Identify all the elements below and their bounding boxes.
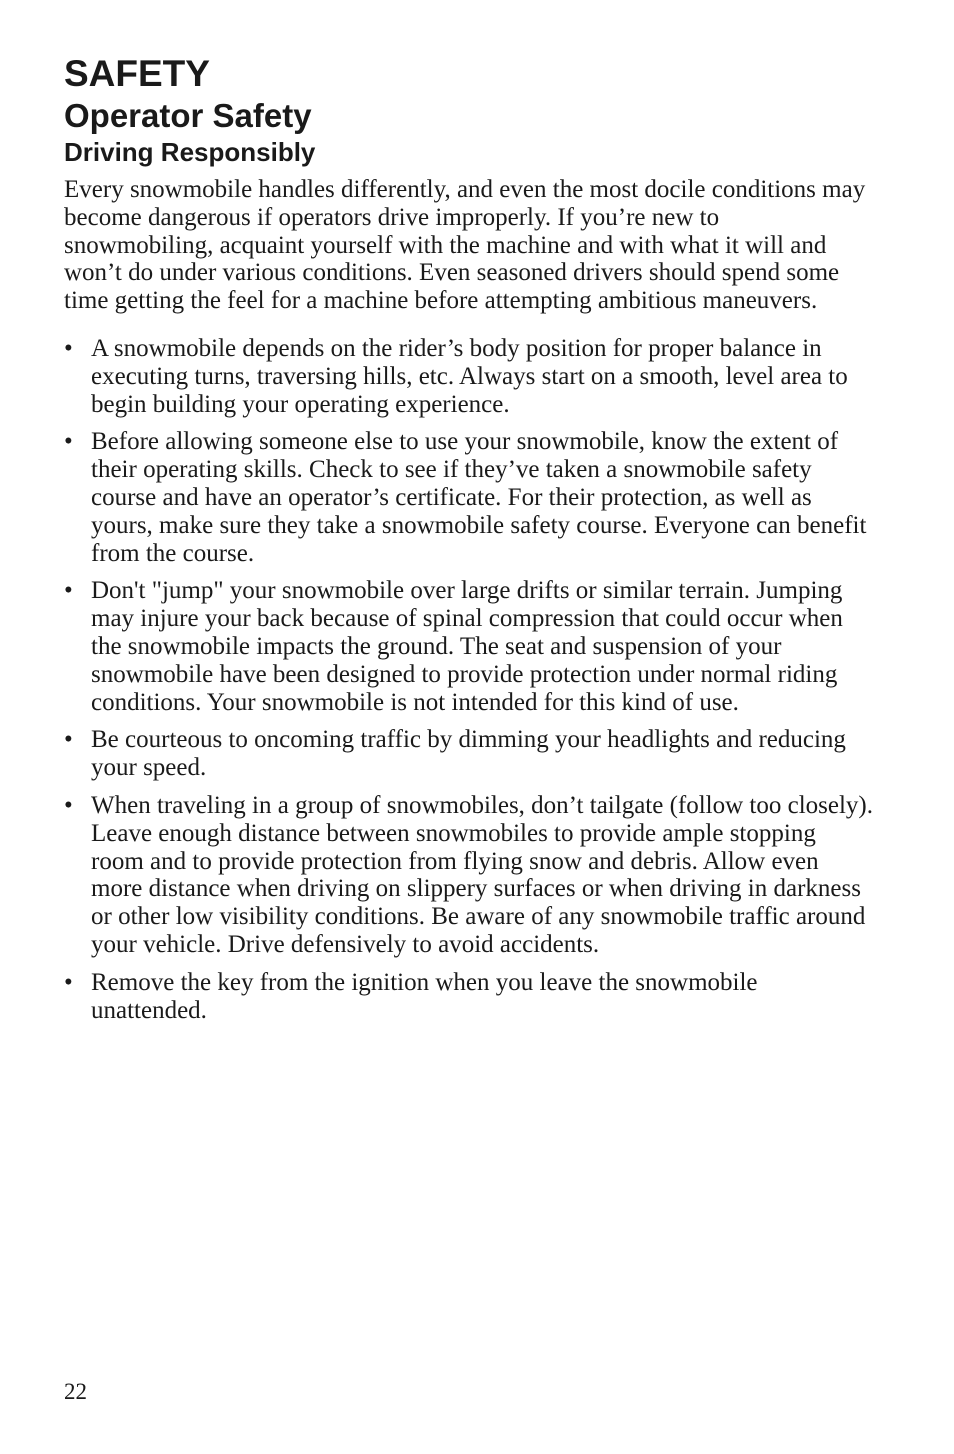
list-item xyxy=(64,577,874,716)
list-item xyxy=(64,792,874,959)
list-item xyxy=(64,726,874,782)
subsection-heading: Operator Safety xyxy=(64,97,312,134)
list-item-text: Be courteous to oncoming traffic by dimming your headlights and reducing your speed. xyxy=(91,726,846,782)
topic-heading: Driving Responsibly xyxy=(64,137,316,167)
list-item-text: Remove the key from the ignition when you leave the snowmobile unattended. xyxy=(91,968,758,1024)
bullet-icon: • xyxy=(64,334,73,362)
list-item-text: Don't "jump" your snowmobile over large drifts or similar terrain. Jumping may injure your back because of spinal compression that could occur when the snowmobile impacts the ground. The seat and suspension of your snowmobile have been designed to provide protection under normal riding conditions. Your snowmobile is not intended for this kind of use. xyxy=(91,577,843,716)
page-number: 22 xyxy=(64,1379,87,1404)
bullet-icon: • xyxy=(64,726,73,754)
section-heading: SAFETY xyxy=(64,53,210,94)
list-item-text: When traveling in a group of snowmobiles, don’t tailgate (follow too closely). Leave enough distance between snowmobiles to provide ample stopping room and to provide protection from flying snow and debris. Allow even more distance when driving on slippery surfaces or when driving in darkness or other low visibility conditions. Be aware of any snowmobile traffic around your vehicle. Drive defensively to avoid accidents. xyxy=(91,791,874,958)
list-item xyxy=(64,428,874,567)
bullet-icon: • xyxy=(64,428,73,456)
intro-paragraph: Every snowmobile handles differently, and even the most docile conditions may become dangerous if operators drive improperly. If you’re new to snowmobiling, acquaint yourself with the machine and with what it will and won’t do under various conditions. Even seasoned drivers should spend some time getting the feel for a machine before attempting ambitious maneuvers. xyxy=(64,176,866,315)
bullet-icon: • xyxy=(64,968,73,996)
bullet-icon: • xyxy=(64,577,73,605)
list-item-text: A snowmobile depends on the rider’s body position for proper balance in executing turns, traversing hills, etc. Always start on a smooth, level area to begin building your operating experience. xyxy=(91,334,848,418)
bullet-icon: • xyxy=(64,791,73,819)
list-item-text: Before allowing someone else to use your snowmobile, know the extent of their operating skills. Check to see if they’ve taken a snowmobile safety course and have an operator’s certificate. For their protection, as well as yours, make sure they take a snowmobile safety course. Everyone can benefit from the course. xyxy=(91,428,867,567)
manual-page xyxy=(64,52,874,1034)
list-item xyxy=(64,969,874,1025)
list-item xyxy=(64,335,874,418)
safety-bullet-list xyxy=(64,335,874,1024)
